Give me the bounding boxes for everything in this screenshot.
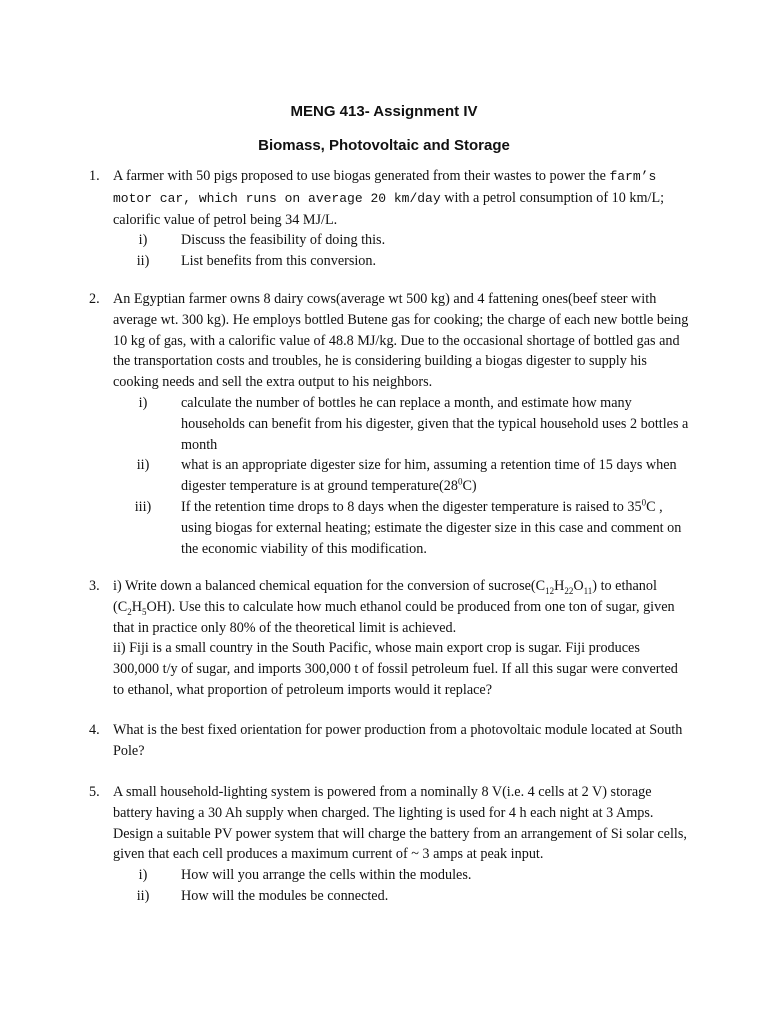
question-text: A small household-lighting system is powered from a nominally 8 V(i.e. 4 cells at 2 V) storage battery having a 30 Ah supply when charged. The lighting is used for 4 h each night at 3 Amps. [113,784,654,821]
question-text-part-2: ii) Fiji is a small country in the South Pacific, whose main export crop is sugar. Fiji produces 300,000 t/y of sugar, and imports 300,000 t of fossil petroleum fuel. If all this sugar were converted to ethanol, what proportion of petroleum imports would it replace? [113,640,678,698]
question-text-part-2: Design a suitable PV power system that will charge the battery from an arrangement of Si solar cells, given that each cell produces a maximum current of ~ 3 amps at peak input. [113,825,687,863]
sub-question-label: i) [138,867,148,884]
sub-question [113,497,689,559]
sub-question [113,393,689,455]
question-2 [89,289,689,559]
sub-question-label: i) [138,232,148,249]
question-number: 1. [89,168,100,184]
question-1 [89,166,689,272]
question-number: 5. [89,784,100,800]
question-text-mono: farm’s motor car, which runs on average 20 km/day [113,169,657,206]
sub-question [113,886,689,907]
sub-question-text: what is an appropriate digester size for him, assuming a retention time of 15 days when digester temperature is at ground $temperature(28^0C)$ [181,457,677,495]
question-5 [89,782,689,907]
sub-question-text: calculate the number of bottles he can replace a month, and estimate how many households can benefit from his digester, given that the typical household uses 2 bottles a month [181,394,689,453]
page-title: MENG 413- Assignment IV [290,103,478,120]
sub-question-label: ii) [136,253,150,270]
question-number: 3. [89,578,100,594]
question-4 [89,720,689,762]
question-text: What is the best fixed orientation for power production from a photovoltaic module located at South Pole? [113,722,683,759]
sub-question [113,251,689,272]
sub-question-label: ii) [136,887,150,904]
question-number: 4. [89,722,100,738]
question-3 [89,576,689,701]
sub-question-text: Discuss the feasibility of doing this. [181,232,386,249]
sub-question [113,865,689,886]
question-number: 2. [89,291,100,307]
question-text: A farmer with 50 pigs proposed to use biogas generated from their wastes to power the farm’s motor car, which runs on average 20 km/day with a petrol consumption of 10 km/L; calorific value of petrol being 34 MJ/L. [113,168,665,228]
sub-question-label: i) [138,394,148,411]
sub-question-label: ii) [136,457,150,474]
question-text: An Egyptian farmer owns 8 dairy cows(average wt 500 kg) and 4 fattening ones(beef steer with average wt. 300 kg). He employs bottled Butene gas for cooking; the charge of each new bottle being 10 kg of gas, with a calorific value of 48.8 MJ/kg. Due to the occasional shortage of bottled gas and the transportation costs and troubles, he is considering building a biogas digester to supply his cooking needs and sell the extra output to his neighbors. [113,291,689,391]
sub-question-text: How will the modules be connected. [181,887,389,904]
sub-question [113,455,689,497]
sub-question-text: How will you arrange the cells within the modules. [181,867,472,884]
page-subtitle: Biomass, Photovoltaic and Storage [258,137,510,154]
sub-question-text: If the retention time drops to 8 days when the digester temperature is raised to $35^0C$ , using biogas for external heating; estimate the digester size in this case and comment on the economic viability of this modification. [181,497,682,557]
question-text: i) Write down a balanced chemical equation for the conversion of $sucrose(C_{12}H_{22}O_{11})$ to ethanol $(C_2H_5OH)$. Use this to calculate how much ethanol could be produced from one ton of sugar, given that in practice only 80% of the theoretical limit is achieved. [113,578,675,636]
sub-question [113,230,689,251]
sub-question-label: iii) [134,498,152,515]
sub-question-text: List benefits from this conversion. [181,253,377,270]
